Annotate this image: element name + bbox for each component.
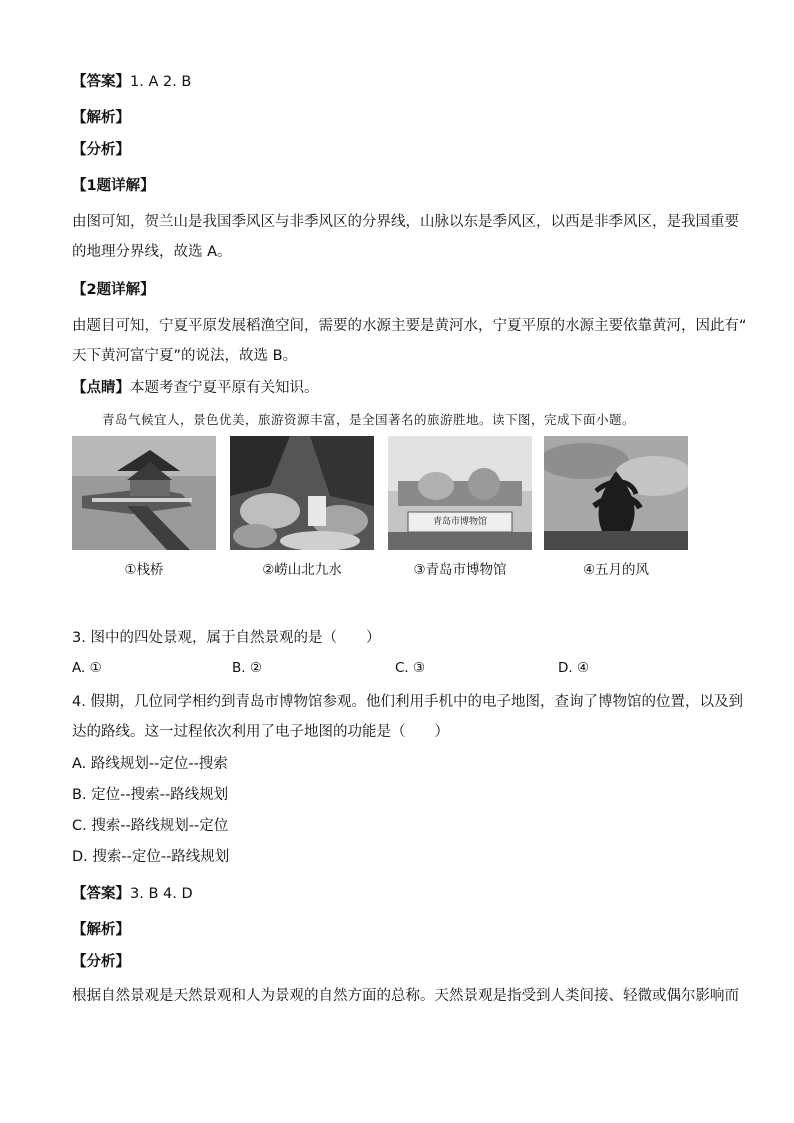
pavilion-pier-image bbox=[72, 436, 216, 550]
point-label: 【点睛】 bbox=[72, 380, 130, 396]
q3-option-a: A. ① bbox=[72, 660, 102, 676]
q3-option-b: B. ② bbox=[232, 660, 262, 676]
answer-line-1 bbox=[72, 72, 191, 92]
photo-museum bbox=[388, 436, 532, 550]
photo-may-wind bbox=[544, 436, 688, 550]
q3-stem: 3. 图中的四处景观，属于自然景观的是（ ） bbox=[72, 630, 381, 646]
analyze-heading: 【分析】 bbox=[72, 142, 130, 158]
analysis-heading-2: 【解析】 bbox=[72, 922, 130, 938]
answer-label: 【答案】 bbox=[72, 74, 130, 90]
final-paragraph-line: 根据自然景观是天然景观和人为景观的自然方面的总称。天然景观是指受到人类间接、轻微或偶尔影响而 bbox=[72, 988, 739, 1004]
waterfall-image bbox=[230, 436, 374, 550]
q4-option-b: B. 定位--搜索--路线规划 bbox=[72, 787, 229, 803]
point-line bbox=[72, 378, 319, 398]
photo-zhanqiao bbox=[72, 436, 216, 550]
q4-option-d: D. 搜索--定位--路线规划 bbox=[72, 849, 230, 865]
answer-label-2: 【答案】 bbox=[72, 886, 130, 902]
caption-1: ①栈桥 bbox=[124, 562, 164, 578]
caption-4: ④五月的风 bbox=[582, 562, 650, 578]
answer-line-2 bbox=[72, 884, 193, 904]
analyze-heading-2: 【分析】 bbox=[72, 954, 130, 970]
museum-sign-text: 青岛市博物馆 bbox=[432, 517, 487, 527]
analysis-heading: 【解析】 bbox=[72, 110, 130, 126]
detail-2-line-1: 由题目可知，宁夏平原发展稻渔空间，需要的水源主要是黄河水，宁夏平原的水源主要依靠黄河，因此有“ bbox=[72, 318, 747, 334]
sculpture-image bbox=[544, 436, 688, 550]
detail-2-line-2: 天下黄河富宁夏”的说法，故选 B。 bbox=[72, 348, 298, 364]
answer-text: 1. A 2. B bbox=[130, 74, 192, 90]
q3-option-c: C. ③ bbox=[395, 660, 426, 676]
q4-option-a: A. 路线规划--定位--搜索 bbox=[72, 756, 228, 772]
q4-stem-line-2: 达的路线。这一过程依次利用了电子地图的功能是（ ） bbox=[72, 724, 449, 740]
detail-1-line-1: 由图可知，贺兰山是我国季风区与非季风区的分界线，山脉以东是季风区，以西是非季风区，是我国重要 bbox=[72, 214, 739, 230]
q4-stem-line-1: 4. 假期，几位同学相约到青岛市博物馆参观。他们利用手机中的电子地图，查询了博物馆的位置，以及到 bbox=[72, 694, 743, 710]
answer-text-2: 3. B 4. D bbox=[130, 886, 193, 902]
caption-2: ②崂山北九水 bbox=[262, 562, 342, 578]
photo-row bbox=[72, 436, 692, 550]
point-text: 本题考查宁夏平原有关知识。 bbox=[130, 380, 319, 396]
q4-option-c: C. 搜索--路线规划--定位 bbox=[72, 818, 229, 834]
detail-1-line-2: 的地理分界线，故选 A。 bbox=[72, 244, 232, 260]
caption-3: ③青岛市博物馆 bbox=[413, 562, 507, 578]
detail-2-heading: 【2题详解】 bbox=[72, 282, 155, 298]
museum-image bbox=[388, 436, 532, 550]
image-intro-text: 青岛气候宜人，景色优美，旅游资源丰富，是全国著名的旅游胜地。读下图，完成下面小题。 bbox=[102, 412, 636, 427]
q3-option-d: D. ④ bbox=[558, 660, 590, 676]
detail-1-heading: 【1题详解】 bbox=[72, 178, 155, 194]
photo-laoshan bbox=[230, 436, 374, 550]
